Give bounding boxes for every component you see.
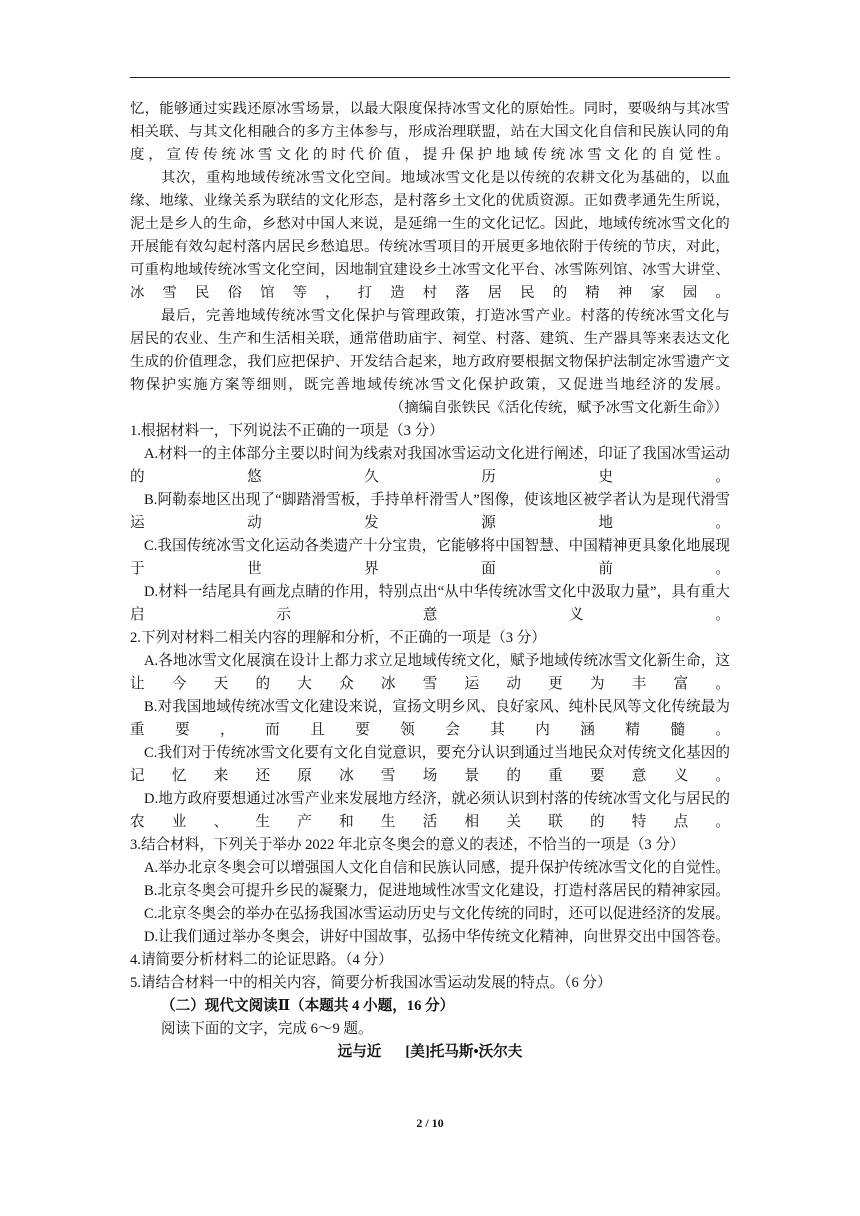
question-3-stem: 3.结合材料，下列关于举办 2022 年北京冬奥会的意义的表述，不恰当的一项是（3 分） xyxy=(130,837,685,853)
question-3-option-c: C.北京冬奥会的举办在弘扬我国冰雪运动历史与文化传统的同时，还可以促进经济的发展。 xyxy=(144,906,730,922)
exam-page xyxy=(130,98,730,1064)
article-title-line xyxy=(130,1041,730,1064)
question-2-option-b: B.对我国地域传统冰雪文化建设来说，宣扬文明乡风、良好家风、纯朴民风等文化传统最为重要，而且要领会其内涵精髓。 xyxy=(130,699,730,738)
question-1-stem: 1.根据材料一，下列说法不正确的一项是（3 分） xyxy=(130,423,444,439)
section-heading: （二）现代文阅读Ⅱ（本题共 4 小题，16 分） xyxy=(161,998,455,1014)
question-1-option-b: B.阿勒泰地区出现了“脚踏滑雪板，手持单杆滑雪人”图像，使该地区被学者认为是现代滑雪运动发源地。 xyxy=(130,492,730,531)
article-title: 远与近 xyxy=(337,1044,382,1060)
question-1-option-d: D.材料一结尾具有画龙点睛的作用，特别点出“从中华传统冰雪文化中汲取力量”，具有重大启示意义。 xyxy=(130,584,730,623)
question-2-option-d: D.地方政府要想通过冰雪产业来发展地方经济，就必须认识到村落的传统冰雪文化与居民的农业、生产和生活相关联的特点。 xyxy=(130,791,730,830)
question-5-stem: 5.请结合材料一中的相关内容，简要分析我国冰雪运动发展的特点。（6 分） xyxy=(130,975,612,991)
page-number: 2 / 10 xyxy=(416,1116,444,1130)
passage-paragraph: 最后，完善地域传统冰雪文化保护与管理政策，打造冰雪产业。村落的传统冰雪文化与居民的农业、生产和生活相关联，通常借助庙宇、祠堂、村落、建筑、生产器具等来表达文化生成的价值理念，我们应把保护、开发结合起来，地方政府要根据文物保护法制定冰雪遗产文物保护实施方案等细则，既完善地域传统冰雪文化保护政策，又促进当地经济的发展。 xyxy=(130,308,730,393)
passage-paragraph: 忆，能够通过实践还原冰雪场景，以最大限度保持冰雪文化的原始性。同时，要吸纳与其冰雪相关联、与其文化相融合的多方主体参与，形成治理联盟，站在大国文化自信和民族认同的角度，宣传传统冰雪文化的时代价值，提升保护地域传统冰雪文化的自觉性。 xyxy=(130,101,730,163)
question-2-option-c: C.我们对于传统冰雪文化要有文化自觉意识，要充分认识到通过当地民众对传统文化基因的记忆来还原冰雪场景的重要意义。 xyxy=(130,745,730,784)
question-3-option-a: A.举办北京冬奥会可以增强国人文化自信和民族认同感，提升保护传统冰雪文化的自觉性。 xyxy=(144,860,730,876)
passage-source: （摘编自张铁民《活化传统，赋予冰雪文化新生命》） xyxy=(389,400,728,416)
passage-paragraph: 其次，重构地域传统冰雪文化空间。地域冰雪文化是以传统的农耕文化为基础的，以血缘、地缘、业缘关系为联结的文化形态，是村落乡土文化的优质资源。正如费孝通先生所说，泥土是乡人的生命，乡愁对中国人来说，是延绵一生的文化记忆。因此，地域传统冰雪文化的开展能有效勾起村落内居民乡愁追思。传统冰雪项目的开展更多地依附于传统的节庆，对此，可重构地域传统冰雪文化空间，因地制宜建设乡土冰雪文化平台、冰雪陈列馆、冰雪大讲堂、冰雪民俗馆等，打造村落居民的精神家园。 xyxy=(130,170,730,301)
question-2-stem: 2.下列对材料二相关内容的理解和分析，不正确的一项是（3 分） xyxy=(130,630,546,646)
question-3-option-b: B.北京冬奥会可提升乡民的凝聚力，促进地域性冰雪文化建设，打造村落居民的精神家园。 xyxy=(144,883,730,899)
question-2-option-a: A.各地冰雪文化展演在设计上都力求立足地域传统文化，赋予地域传统冰雪文化新生命，这让今天的大众冰雪运动更为丰富。 xyxy=(130,653,730,692)
question-4-stem: 4.请简要分析材料二的论证思路。（4 分） xyxy=(130,952,393,968)
header-rule xyxy=(130,77,730,78)
question-3-option-d: D.让我们通过举办冬奥会，讲好中国故事，弘扬中华传统文化精神，向世界交出中国答卷。 xyxy=(144,929,730,945)
section-instruction: 阅读下面的文字，完成 6～9 题。 xyxy=(161,1021,373,1037)
question-1-option-a: A.材料一的主体部分主要以时间为线索对我国冰雪运动文化进行阐述，印证了我国冰雪运动的悠久历史。 xyxy=(130,446,730,485)
article-author: [美]托马斯•沃尔夫 xyxy=(405,1044,523,1060)
question-1-option-c: C.我国传统冰雪文化运动各类遗产十分宝贵，它能够将中国智慧、中国精神更具象化地展现于世界面前。 xyxy=(130,538,730,577)
